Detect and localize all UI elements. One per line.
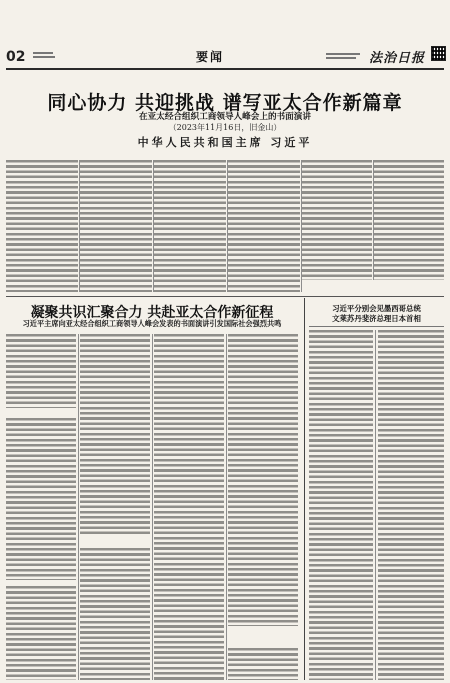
lead-headline: 同心协力 共迎挑战 谱写亚太合作新篇章 [47,92,403,114]
column-divider [152,334,153,680]
column-divider [78,334,79,680]
second-column-1 [6,334,76,408]
second-column-4 [228,334,298,626]
lead-column-6 [374,160,444,280]
right-headline-line-1: 习近平分别会见墨西哥总统 [332,304,421,313]
right-rule [309,326,444,327]
editor-credits [326,52,360,59]
lead-column-2 [80,160,152,292]
column-divider [301,160,302,292]
second-headline: 凝聚共识汇聚合力 共赴亚太合作新征程 [30,305,274,321]
page-meta [33,51,55,58]
right-column-1 [309,330,373,680]
second-column-1c [6,586,76,680]
right-column-2 [378,330,444,680]
section-title: 要闻 [196,50,225,64]
column-divider [153,160,154,292]
column-divider [373,160,374,280]
page-number: 02 [6,49,26,65]
second-column-2 [80,334,150,534]
right-headline-line-2: 文莱苏丹斐济总理日本首相 [332,313,421,323]
masthead-rule [6,68,444,70]
story-separator [6,296,444,297]
column-divider [226,334,227,680]
column-divider [79,160,80,292]
second-column-3 [154,334,224,680]
lead-dateline: （2023年11月16日，旧金山） [168,123,282,132]
right-headline [309,304,444,323]
column-divider [227,160,228,292]
second-column-1b [6,418,76,580]
lead-column-4 [228,160,300,292]
lead-subhead: 在亚太经合组织工商领导人峰会上的书面演讲 [139,112,311,122]
lead-byline: 中华人民共和国主席 习近平 [137,136,313,149]
lead-column-1 [6,160,78,292]
second-column-2b [80,548,150,680]
newspaper-logo: 法治日报 [369,51,426,66]
story-divider [304,298,305,680]
lead-column-3 [154,160,226,292]
second-subhead: 习近平主席向亚太经合组织工商领导人峰会发表的书面演讲引发国际社会强烈共鸣 [22,319,282,328]
masthead [6,46,444,68]
column-divider [375,330,376,680]
lead-column-5 [302,160,372,280]
second-column-4b [228,648,298,680]
qr-code-icon [431,46,446,61]
